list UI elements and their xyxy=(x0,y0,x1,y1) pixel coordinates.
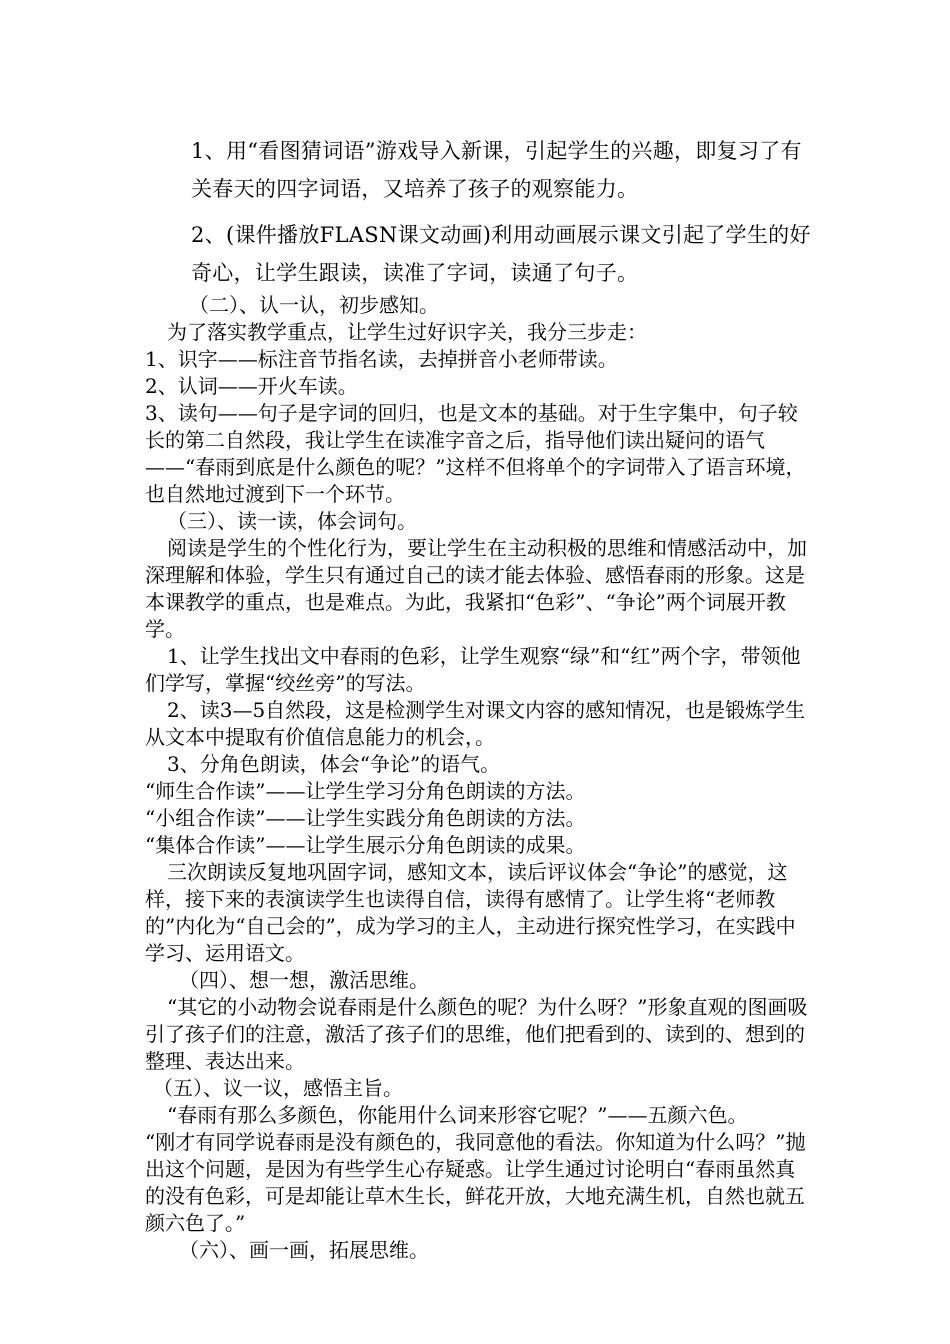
list-item: 1、识字——标注音节指名读，去掉拼音小老师带读。 xyxy=(145,347,618,371)
section-heading-4: （四）、想一想，激活思维。 xyxy=(179,968,429,992)
paragraph: “春雨有那么多颜色，你能用什么词来形容它呢？”——五颜六色。 xyxy=(167,1103,748,1127)
list-item: 2、读3—5自然段，这是检测学生对课文内容的感知情况，也是锻炼学生从文本中提取有价值信息能力的机会，。 xyxy=(145,698,806,749)
paragraph: 三次朗读反复地巩固字词，感知文本，读后评议体会“争论”的感觉，这样，接下来的表演读学生也读得自信，读得有感情了。让学生将“老师教的”内化为“自己会的”，成为学习的主人，主动进行探究性学习，在实践中学习、运用语文。 xyxy=(145,860,796,965)
paragraph: 为了落实教学重点，让学生过好识字关，我分三步走： xyxy=(167,320,647,344)
list-item: 3、分角色朗读，体会“争论”的语气。 xyxy=(167,752,501,776)
list-item: 2、认词——开火车读。 xyxy=(145,374,358,398)
list-item: “师生合作读”——让学生学习分角色朗读的方法。 xyxy=(145,779,586,803)
paragraph: “其它的小动物会说春雨是什么颜色的呢？为什么呀？”形象直观的图画吸引了孩子们的注意，激活了孩子们的思维，他们把看到的、读到的、想到的整理、表达出来。 xyxy=(145,995,808,1073)
document-body xyxy=(145,132,815,1264)
paragraph: “刚才有同学说春雨是没有颜色的，我同意他的看法。你知道为什么吗？”抛出这个问题，是因为有些学生心存疑惑。让学生通过讨论明白“春雨虽然真的没有色彩，可是却能让草木生长，鲜花开放，大地充满生机，自然也就五颜六色了。” xyxy=(145,1130,806,1235)
section-heading-5: （五）、议一议，感悟主旨。 xyxy=(153,1076,403,1100)
list-item: 1、让学生找出文中春雨的色彩，让学生观察“绿”和“红”两个字，带领他们学写，掌握“绞丝旁”的写法。 xyxy=(145,644,801,695)
list-item: 3、读句——句子是字词的回归，也是文本的基础。对于生字集中，句子较长的第二自然段，我让学生在读准字音之后，指导他们读出疑问的语气——“春雨到底是什么颜色的呢？”这样不但将单个的字词带入了语言环境，也自然地过渡到下一个环节。 xyxy=(145,401,806,506)
paragraph: 阅读是学生的个性化行为，要让学生在主动积极的思维和情感活动中，加深理解和体验，学生只有通过自己的读才能去体验、感悟春雨的形象。这是本课教学的重点，也是难点。为此，我紧扣“色彩”、“争论”两个词展开教学。 xyxy=(145,536,807,641)
section-heading-6: （六）、画一画，拓展思维。 xyxy=(179,1238,429,1262)
list-item: “集体合作读”——让学生展示分角色朗读的成果。 xyxy=(145,833,586,857)
section-heading-2: （二）、认一认，初步感知。 xyxy=(189,293,439,317)
list-item: “小组合作读”——让学生实践分角色朗读的方法。 xyxy=(145,806,586,830)
paragraph-intro-animation: 2、(课件播放FLASN课文动画)利用动画展示课文引起了学生的好奇心，让学生跟读，读准了字词，读通了句子。 xyxy=(191,223,811,285)
paragraph-intro-game: 1、用“看图猜词语”游戏导入新课，引起学生的兴趣，即复习了有关春天的四字词语，又培养了孩子的观察能力。 xyxy=(191,139,802,201)
section-heading-3: （三）、读一读，体会词句。 xyxy=(167,509,417,533)
